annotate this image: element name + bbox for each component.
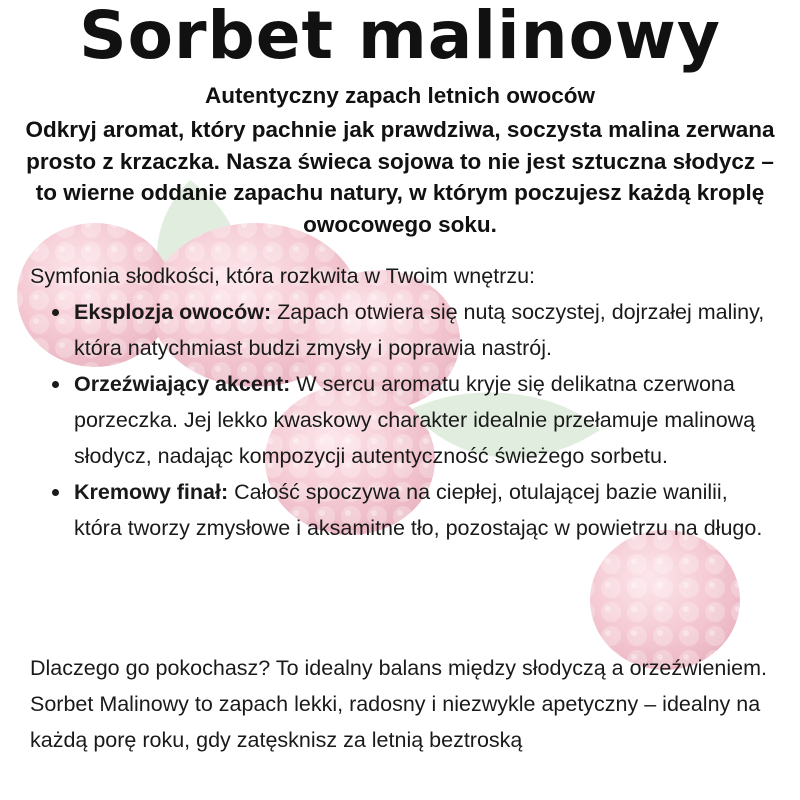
feature-name: Kremowy finał: — [74, 480, 229, 504]
list-item — [28, 474, 768, 546]
closing-paragraph: Dlaczego go pokochasz? To idealny balans między słodyczą a orzeźwieniem. Sorbet Malinowy to zapach lekki, radosny i niezwykle apetyczny – idealny na każdą porę roku, gdy zatęsknisz za letnią beztroską — [30, 656, 767, 752]
feature-name: Orzeźwiający akcent: — [74, 372, 291, 396]
bullet-icon — [52, 489, 59, 496]
intro-paragraph: Odkryj aromat, który pachnie jak prawdziwa, soczysta malina zerwana prosto z krzaczka. Nasza świeca sojowa to nie jest sztuczna słodycz – to wierne oddanie zapachu natury, w którym poczujesz każdą kroplę owocowego soku. — [25, 117, 775, 237]
features-list — [28, 294, 768, 546]
feature-text: Zapach otwiera się nutą soczystej, dojrzałej maliny, która natychmiast budzi zmysły i poprawia nastrój. — [74, 300, 765, 360]
bullet-icon — [52, 381, 59, 388]
feature-name: Eksplozja owoców: — [74, 300, 272, 324]
raspberry-lower-right — [590, 530, 740, 670]
features-lead: Symfonia słodkości, która rozkwita w Twoim wnętrzu: — [30, 264, 536, 288]
list-item — [28, 366, 768, 474]
feature-text: Całość spoczywa na ciepłej, otulającej bazie wanilii, która tworzy zmysłowe i aksamitne tło, pozostając w powietrzu na długo. — [74, 480, 763, 540]
subtitle: Autentyczny zapach letnich owoców — [204, 83, 596, 108]
list-item — [28, 294, 768, 366]
bullet-icon — [52, 309, 59, 316]
page-title: Sorbet malinowy — [79, 0, 721, 74]
feature-text: W sercu aromatu kryje się delikatna czerwona porzeczka. Jej lekko kwaskowy charakter idealnie przełamuje malinową słodycz, nadając kompozycji autentyczność świeżego sorbetu. — [74, 372, 756, 468]
